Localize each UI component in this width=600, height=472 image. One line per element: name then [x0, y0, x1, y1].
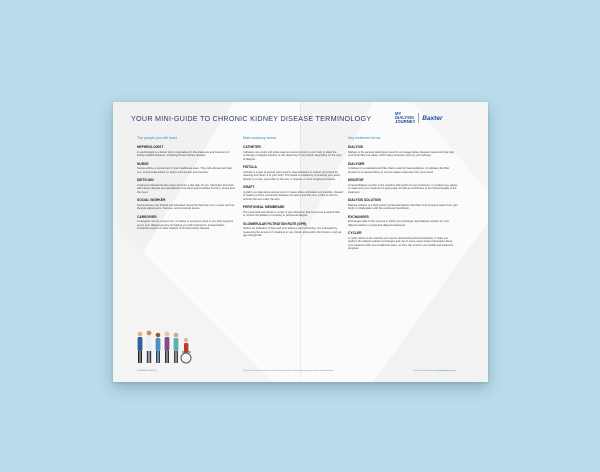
care-team-illustration [135, 326, 195, 366]
term-title: NEPHROLOGIST [137, 145, 164, 149]
footer-code: GLBM/MG/21-0000(a) [137, 370, 157, 372]
term-definition: A caregiver can be a loved one, a relative or someone close to you who supports you in your dialysis journey by helping you with treatments, transportation, emotional support or other aspects of chronic kidney disease. [137, 220, 234, 230]
footer-info [413, 370, 456, 372]
term-title: SOCIAL WORKER [137, 198, 166, 202]
person-icon [156, 333, 161, 363]
term-definition: A dialyser is a manufactured filter that is used for haemodialysis. It replicates the filter function of a natural kidney to remove waste molecules from your blood. [348, 167, 450, 174]
term-title: DIALYSIS [348, 145, 363, 149]
footer-note: Talk to your healthcare team for more information about starting and managing chronic kidney disease. [243, 370, 334, 372]
term-title: MONITOR [348, 178, 364, 182]
footer-link[interactable]: mydialysisjourney.com [436, 370, 457, 372]
term-definition: GFR is an indication of how well your kidneys are functioning. It is estimated by measuring the amount of creatinine in your blood, along with other factors, such as age and gender. [243, 227, 342, 237]
logo-divider [418, 113, 419, 123]
term-definition: Dialysis is the general description used for end stage kidney disease treatments that help your body filter out waste, which was previously done by your kidneys. [348, 150, 454, 157]
term-definition: A graft is an alternative access point in cases where a fistula is not possible. Instead of making a direct connection between the artery and the vein, a tube is used to connect the two under the skin. [243, 190, 343, 201]
column-heading: The people you will meet [137, 136, 177, 140]
person-icon [138, 332, 143, 363]
term-definition: A trained professional who helps structure a diet plan for you. Dieticians that work with kidney disease are specialised in low diet impacts kidney function, bones and the heart. [137, 183, 235, 194]
column-anatomy [243, 136, 343, 242]
term-title: FISTULA [243, 165, 257, 169]
term-title: GLOMERULAR FILTRATION RATE (GFR) [243, 221, 307, 226]
term-title: NURSE [137, 161, 149, 166]
brand-logo [395, 111, 475, 125]
term-definition: A cycler refers to the machine you use for automated peritoneal dialysis. It helps you perform the dialysis solution exchanges and can in some cases share information about your treatment with your healthcare team, so they can monitor your health and treatment progress. [348, 236, 454, 250]
guide-sheet [113, 102, 488, 382]
term-title: DIETICIAN [137, 178, 154, 182]
person-icon [165, 332, 170, 363]
page-title: YOUR MINI-GUIDE TO CHRONIC KIDNEY DISEASE TERMINOLOGY [131, 114, 372, 123]
term-definition: Exchanges refer to the process in which you exchange used dialysis solution for new dialysis solution in peritoneal dialysis treatments. [348, 220, 449, 227]
term-definition: A haemodialysis monitor is the machine that performs your treatment. It monitors key values to make sure your treatment is going well, as well as contributes to the clinical quality of the treatment. [348, 183, 458, 194]
column-heading: Main anatomy words [243, 136, 277, 140]
term-title: EXCHANGES [348, 214, 369, 219]
column-people [137, 136, 237, 235]
term-title: DIALYSER [348, 161, 365, 166]
term-definition: Catheters are small, soft tubes used as access points to your body to allow the exchange of dialysis solution or the cleansing of your blood, depending on the type of dialysis. [243, 150, 342, 161]
person-icon [174, 333, 179, 363]
column-heading: Key treatment terms [348, 136, 381, 140]
person-icon [146, 331, 151, 363]
my-dialysis-journey-logo: MY DIALYSIS JOURNEY [395, 110, 416, 125]
column-treatment [348, 136, 458, 255]
term-title: CAREGIVER [137, 214, 157, 219]
term-title: CATHETER [243, 145, 261, 149]
term-title: DIALYSIS SOLUTION [348, 198, 381, 202]
term-definition: A nephrologist is a doctor who is specialised in the diagnosis and treatment of kidney-related diseases, including chronic kidney disease. [137, 150, 230, 157]
term-definition: Dialysis solution is a fluid used in peritoneal dialysis that filters and removes waste from your body in collaboration with the peritoneal membrane. [348, 203, 458, 210]
footer-prefix: For more information visit [413, 370, 437, 372]
term-title: GRAFT [243, 185, 255, 189]
term-definition: The peritoneal membrane is a part of your abdomen that is used as a natural filter to mimick the abilities of a kidney in peritoneal dialysis. [243, 210, 341, 217]
term-definition: Social workers are trained and educated resources that help you in areas such as lifestyle adjustments, finances, and emotional issues. [137, 203, 235, 210]
term-title: CYCLER [348, 231, 362, 235]
wheelchair-icon [181, 338, 191, 363]
baxter-logo: Baxter [422, 114, 443, 122]
term-definition: Nurses will be a pivotal part of your healthcare team. They will educate and train you, and provide advice on topics such as diet and exercise. [137, 167, 233, 174]
term-title: PERITONEAL MEMBRANE [243, 205, 285, 209]
term-definition: A fistula is a type of access point used in haemodialysis to extract your blood for cleaning and return it to your body. The fistula is created by connecting your artery directly to a vein, most often in the arm. It requires a minor surgical procedure. [243, 170, 341, 181]
